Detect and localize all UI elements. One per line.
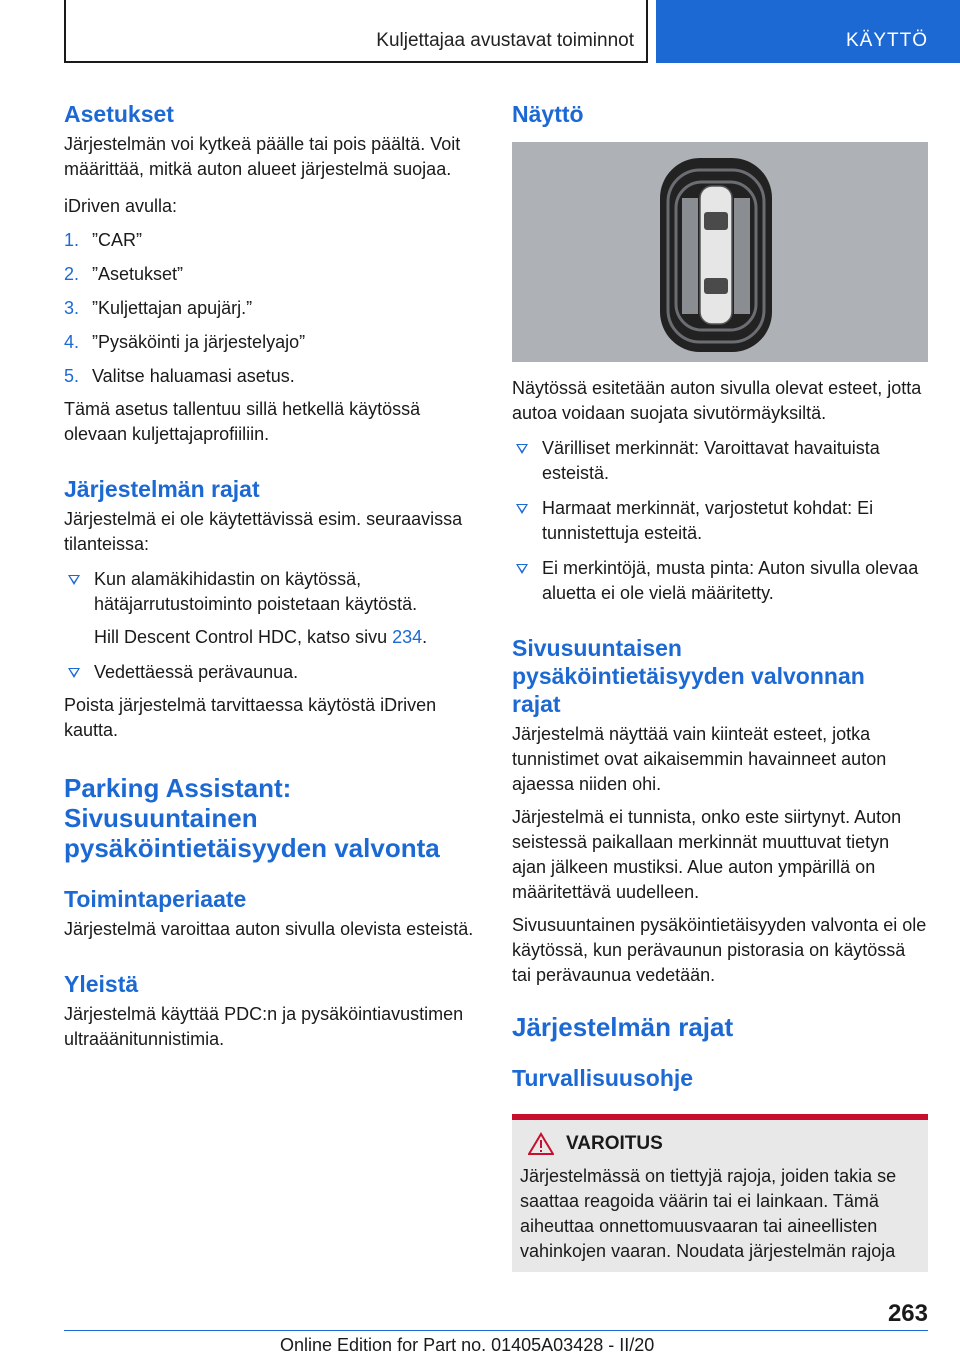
limits-outro: Poista järjestelmä tarvittaessa käytöstä iDriven kautta.	[64, 695, 437, 740]
limits-heading: Järjestelmän rajat	[64, 476, 260, 502]
step-number: 1.	[64, 230, 80, 250]
step-number: 2.	[64, 264, 80, 284]
warning-title: VAROITUS	[566, 1133, 663, 1154]
list-item	[64, 567, 484, 650]
step-text: ”Kuljettajan apujärj.”	[92, 298, 253, 318]
subnote-text: Hill Descent Control HDC, katso sivu	[94, 627, 388, 647]
list-item	[512, 436, 928, 486]
step-text: ”CAR”	[92, 230, 142, 250]
list-item	[64, 660, 484, 685]
principle-text: Järjestelmä varoittaa auton sivulla olevista esteistä.	[64, 919, 474, 939]
limits-item-text: Vedettäessä perävaunua.	[94, 662, 299, 682]
header-section-title: Kuljettajaa avustavat toiminnot	[376, 30, 634, 51]
display-heading: Näyttö	[512, 101, 584, 127]
pa-heading-line: Parking Assistant:	[64, 773, 292, 803]
left-column	[64, 100, 484, 1052]
step-item	[64, 262, 484, 287]
settings-steps	[64, 228, 484, 389]
footer-edition: Online Edition for Part no. 01405A03428 - II/20	[280, 1335, 655, 1355]
settings-heading: Asetukset	[64, 101, 174, 127]
right-column	[512, 100, 928, 1272]
display-text: Näytössä esitetään auton sivulla olevat esteet, jotta autoa voidaan suojata sivutörmäyksiltä.	[512, 378, 922, 423]
header-chapter-label: KÄYTTÖ	[845, 30, 928, 51]
sys-limits-heading: Järjestelmän rajat	[512, 1012, 734, 1042]
step-item	[64, 296, 484, 321]
pa-heading-line: pysäköintietäisyyden valvonta	[64, 833, 440, 863]
display-item-text: Harmaat merkinnät, varjostetut kohdat: Ei tunnistettuja esteitä.	[542, 498, 874, 543]
header-section-box	[64, 0, 648, 63]
list-item	[512, 556, 928, 606]
step-number: 4.	[64, 332, 80, 352]
general-heading: Yleistä	[64, 971, 139, 997]
step-item	[64, 364, 484, 389]
pa-heading	[64, 773, 484, 863]
limits-intro: Järjestelmä ei ole käytettävissä esim. seuraavissa tilanteissa:	[64, 509, 463, 554]
step-text: Valitse haluamasi asetus.	[92, 366, 295, 386]
side-limits-p1: Järjestelmä näyttää vain kiinteät esteet, jotka tunnistimet ovat aikaisemmin havainneet auton ajaessa niiden ohi.	[512, 724, 887, 794]
list-item	[512, 496, 928, 546]
header-chapter-tab[interactable]	[656, 0, 960, 63]
car-sensor-illustration	[512, 142, 928, 362]
page-number: 263	[887, 1300, 928, 1327]
limits-item-subnote	[94, 625, 484, 650]
side-limits-heading: Sivusuuntaisen pysäköintietäisyyden valvonnan rajat	[512, 635, 865, 717]
subnote-suffix: .	[422, 627, 428, 647]
limits-item-text: Kun alamäkihidastin on käytössä, hätäjarrutustoiminto poistetaan käytöstä.	[94, 569, 418, 614]
bullet-triangle-icon	[516, 564, 528, 574]
side-limits-p3: Sivusuuntainen pysäköintietäisyyden valvonta ei ole käytössä, kun perävaunun pistorasia on käytössä tai perävaunua vedetään.	[512, 915, 927, 985]
display-list	[512, 436, 928, 606]
step-item	[64, 228, 484, 253]
display-item-text: Värilliset merkinnät: Varoittavat havaituista esteistä.	[542, 438, 880, 483]
warning-triangle-icon	[528, 1132, 554, 1156]
bullet-triangle-icon	[516, 504, 528, 514]
step-text: ”Pysäköinti ja järjestelyajo”	[92, 332, 306, 352]
bullet-triangle-icon	[516, 444, 528, 454]
step-number: 5.	[64, 366, 80, 386]
safety-heading: Turvallisuusohje	[512, 1065, 694, 1091]
display-item-text: Ei merkintöjä, musta pinta: Auton sivulla olevaa aluetta ei ole vielä määritetty.	[542, 558, 919, 603]
step-item	[64, 330, 484, 355]
bullet-triangle-icon	[68, 575, 80, 585]
parking-display-image	[512, 142, 928, 362]
principle-heading: Toimintaperiaate	[64, 886, 247, 912]
limits-list	[64, 567, 484, 685]
general-text: Järjestelmä käyttää PDC:n ja pysäköintiavustimen ultraäänitunnistimia.	[64, 1004, 464, 1049]
step-number: 3.	[64, 298, 80, 318]
step-text: ”Asetukset”	[92, 264, 184, 284]
warning-title-row	[528, 1132, 920, 1156]
bullet-triangle-icon	[68, 668, 80, 678]
side-limits-p2: Järjestelmä ei tunnista, onko este siirtynyt. Auton seistessä paikallaan merkinnät muuttuvat tietyn ajan jälkeen mustiksi. Alue auton ympärillä on määritettävä uudelleen.	[512, 807, 902, 902]
pa-heading-line: Sivusuuntainen	[64, 803, 258, 833]
save-note: Tämä asetus tallentuu sillä hetkellä käytössä olevaan kuljettajaprofiiliin.	[64, 399, 421, 444]
warning-box	[512, 1120, 928, 1272]
settings-text: Järjestelmän voi kytkeä päälle tai pois päältä. Voit määrittää, mitkä auton alueet järjestelmä suojaa.	[64, 134, 461, 179]
idrive-label: iDriven avulla:	[64, 196, 178, 216]
warning-text: Järjestelmässä on tiettyjä rajoja, joiden takia se saattaa reagoida väärin tai ei lainkaan. Tämä aiheuttaa onnettomuusvaaran tai aineellisten vahinkojen vaaran. Noudata järjestelmän rajoja	[520, 1166, 897, 1261]
footer-divider	[64, 1330, 928, 1331]
page-link[interactable]: 234	[392, 627, 423, 647]
